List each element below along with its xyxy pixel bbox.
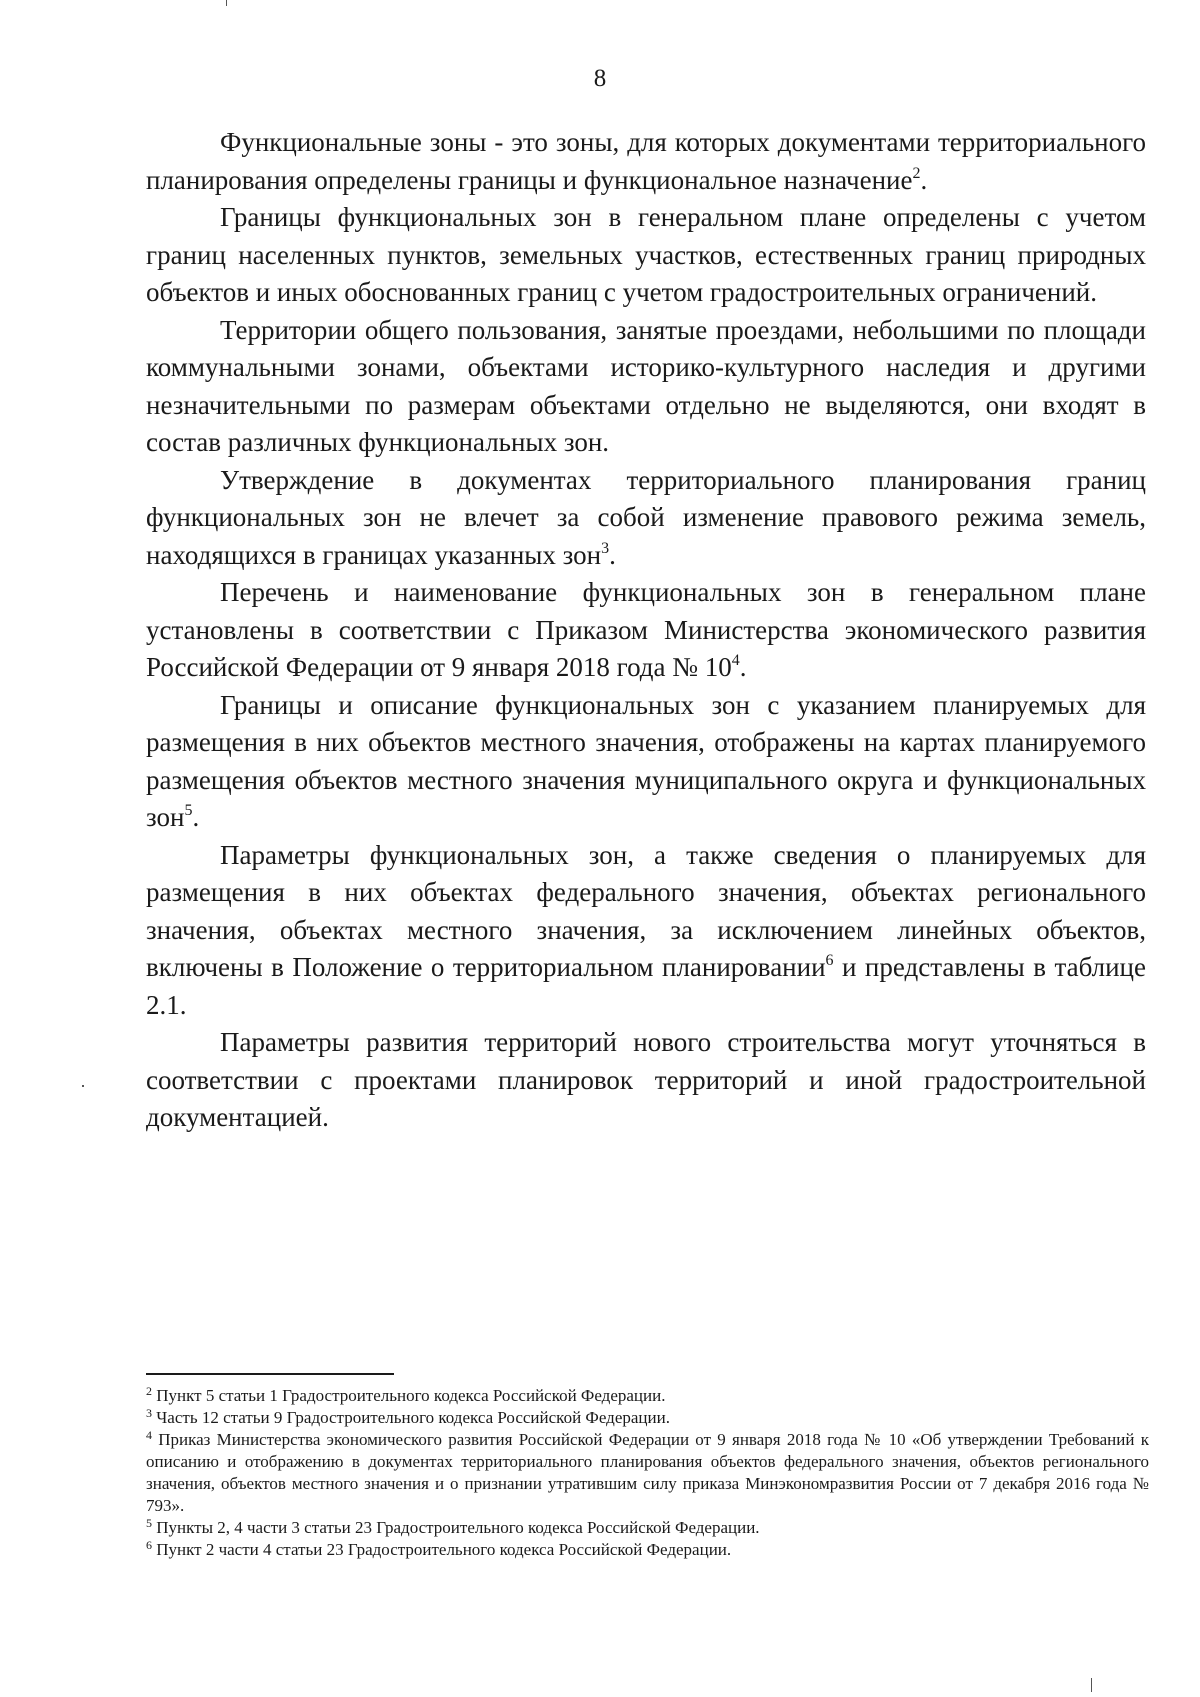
page-number: 8 (593, 65, 607, 92)
paragraph (146, 312, 1146, 462)
paragraph (146, 837, 1146, 1025)
footnote-ref[interactable]: 4 (731, 652, 740, 669)
paragraph (146, 1024, 1146, 1137)
paragraph (146, 687, 1146, 837)
paragraph-tail: и представлены в таблице 2.1. (146, 952, 1146, 1020)
footnote (146, 1407, 1149, 1429)
paragraph-text: Границы и описание функциональных зон с указанием планируемых для размещения в них объектов местного значения, отображены на картах планируемого размещения объектов местного значения муниципального округа и функциональных зон (146, 689, 1146, 832)
paragraph-text: Перечень и наименование функциональных зон в генеральном плане установлены в соответствии с Приказом Министерства экономического развития Российской Федерации от 9 января 2018 года № 10 (146, 577, 1146, 682)
paragraph (146, 124, 1146, 199)
footnote-text: Пункт 2 части 4 статьи 23 Градостроительного кодекса Российской Федерации. (152, 1540, 732, 1559)
footnote-number: 4 (146, 1428, 152, 1442)
paragraph-text: Границы функциональных зон в генеральном плане определены с учетом границ населенных пунктов, земельных участков, естественных границ природных объектов и иных обоснованных границ с учетом градостроительных ограничений. (146, 202, 1146, 307)
footnote-text: Пункт 5 статьи 1 Градостроительного кодекса Российской Федерации. (152, 1386, 666, 1405)
footnote-text: Пункты 2, 4 части 3 статьи 23 Градостроительного кодекса Российской Федерации. (152, 1518, 760, 1537)
footnote-number: 5 (146, 1516, 152, 1530)
paragraph-tail: . (739, 652, 747, 682)
footnote (146, 1429, 1149, 1517)
footnote-text: Приказ Министерства экономического развития Российской Федерации от 9 января 2018 года № 10 «Об утверждении Требований к описанию и отображению в документах территориального планирования объектов федерального значения, объектов регионального значения, объектов местного значения и о признании утратившим силу приказа Минэкономразвития России от 7 декабря 2016 года № 793». (146, 1430, 1149, 1515)
footnote (146, 1517, 1149, 1539)
paragraph-text: Утверждение в документах территориального планирования границ функциональных зон не влечет за собой изменение правового режима земель, находящихся в границах указанных зон (146, 464, 1146, 570)
footnote-ref[interactable]: 6 (825, 952, 834, 969)
scan-artifact (82, 1085, 84, 1087)
paragraph-tail: . (192, 802, 200, 832)
paragraph (146, 199, 1146, 312)
paragraph-text: Параметры развития территорий нового строительства могут уточняться в соответствии с проектами планировок территорий и иной градостроительной документацией. (146, 1027, 1146, 1132)
footnotes (146, 1385, 1149, 1561)
paragraph (146, 462, 1146, 575)
paragraph-text: Параметры функциональных зон, а также сведения о планируемых для размещения в них объектах федерального значения, объектах регионального значения, объектах местного значения, за исключением линейных объектов, включены в Положение о территориальном планировании (146, 839, 1146, 982)
paragraph-text: Территории общего пользования, занятые проездами, небольшими по площади коммунальными зонами, объектами историко-культурного наследия и другими незначительными по размерам объектами отдельно не выделяются, они входят в состав различных функциональных зон. (146, 314, 1146, 457)
footnote-ref[interactable]: 2 (912, 164, 921, 182)
footnote-ref[interactable]: 5 (184, 802, 193, 819)
footnote-text: Часть 12 статьи 9 Градостроительного кодекса Российской Федерации. (152, 1408, 670, 1427)
scan-artifact (1091, 1678, 1092, 1692)
paragraph-tail: . (920, 164, 928, 195)
footnote (146, 1539, 1149, 1561)
scan-artifact (226, 0, 227, 6)
paragraph-text: Функциональные зоны - это зоны, для которых документами территориального планирования определены границы и функциональное назначение (146, 127, 1146, 195)
paragraph-tail: . (609, 539, 616, 570)
body-text (146, 124, 1146, 1137)
footnote (146, 1385, 1149, 1407)
footnote-number: 2 (146, 1384, 152, 1398)
footnote-separator (146, 1373, 394, 1375)
footnote-ref[interactable]: 3 (601, 539, 610, 557)
footnote-number: 3 (146, 1406, 152, 1420)
paragraph (146, 574, 1146, 687)
footnote-number: 6 (146, 1538, 152, 1552)
